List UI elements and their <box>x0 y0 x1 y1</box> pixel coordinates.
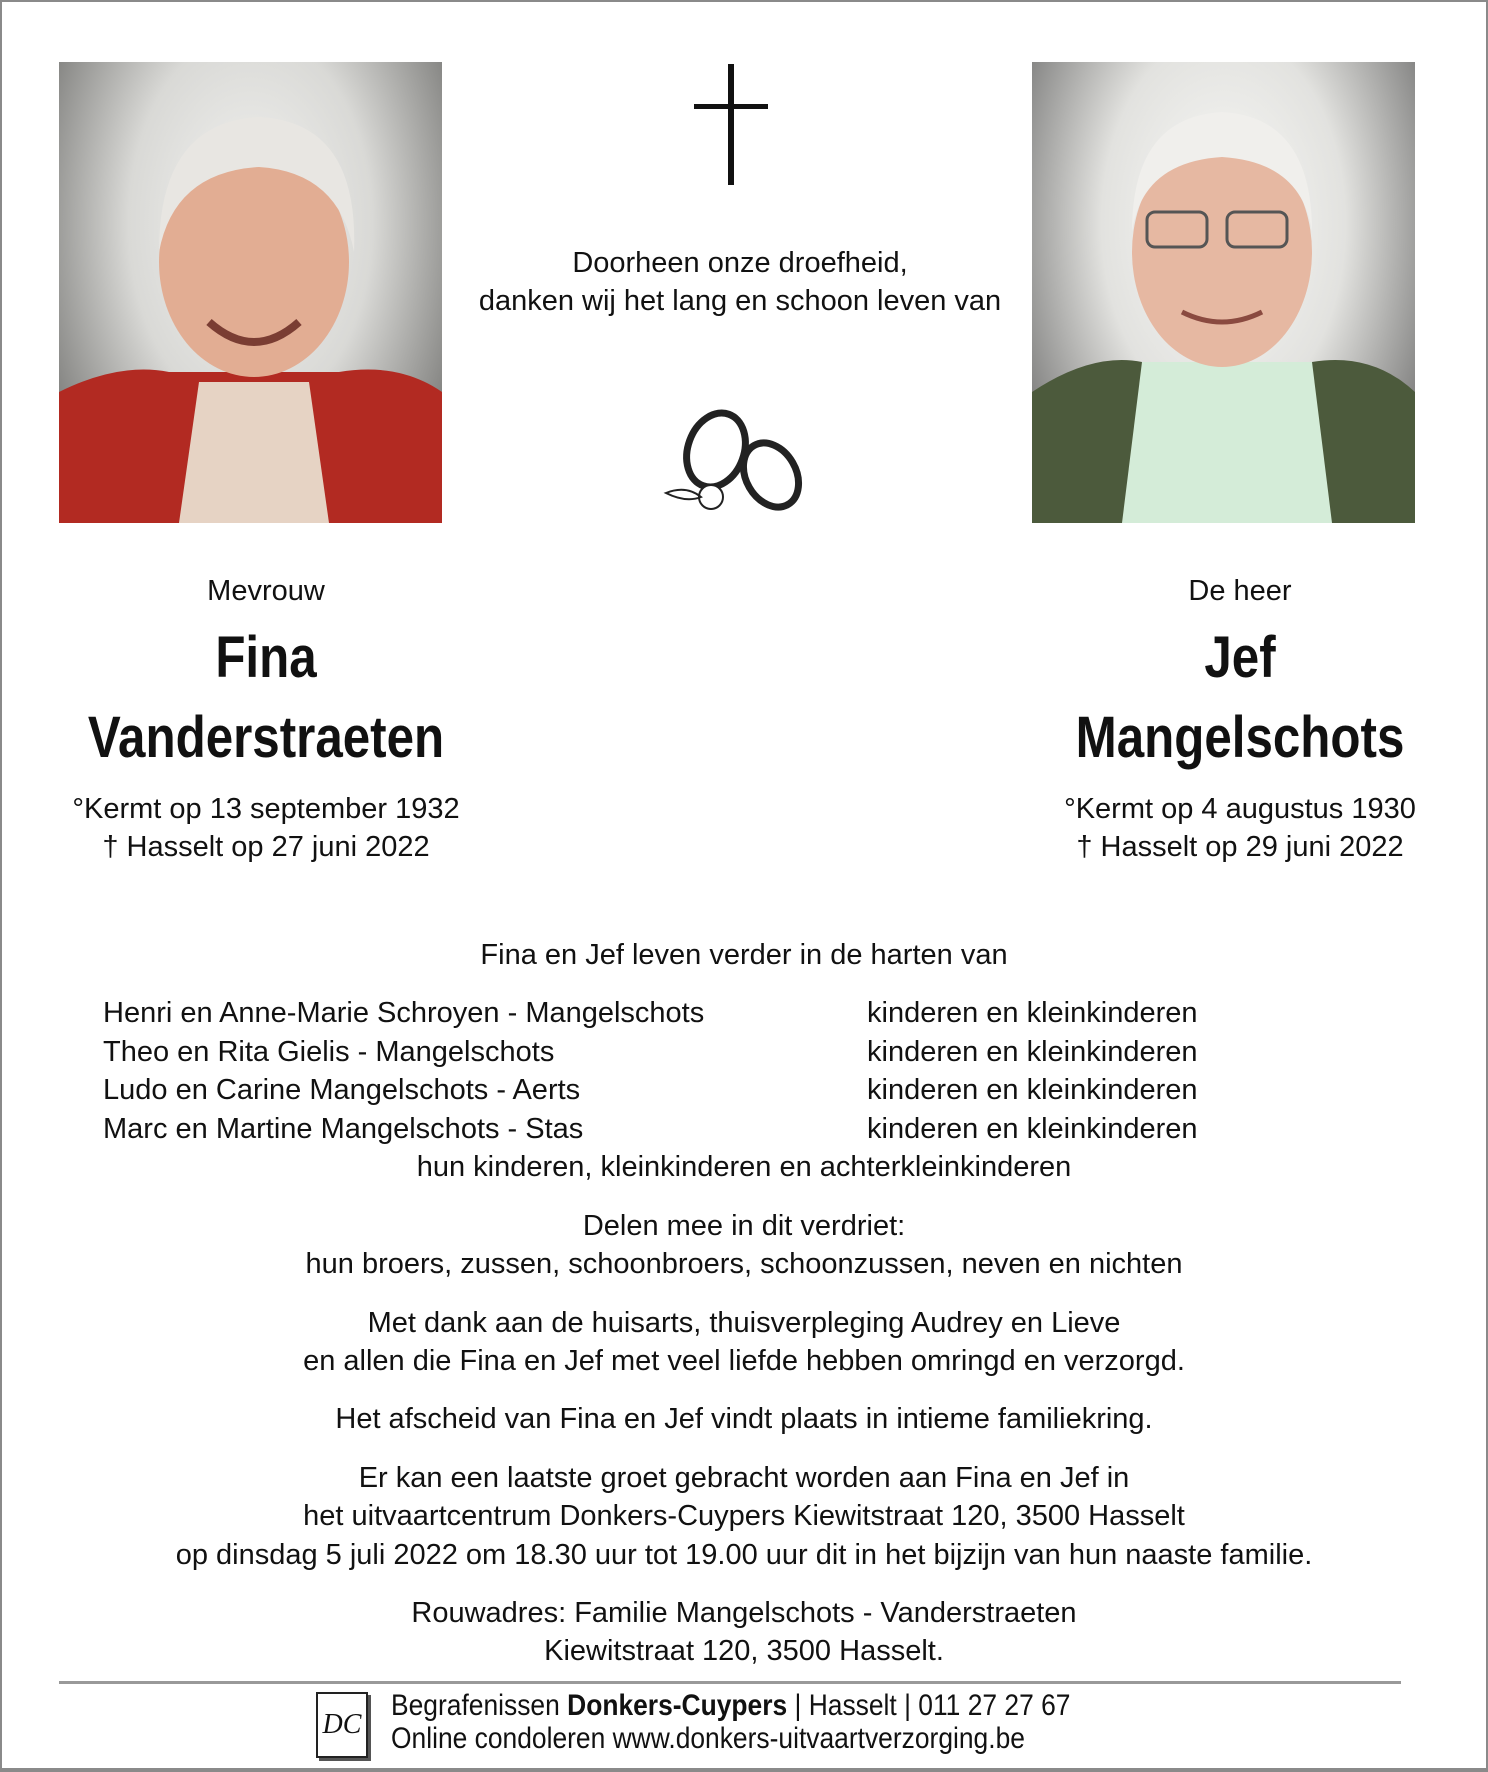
family-role: kinderen en kleinkinderen <box>867 997 1198 1030</box>
farewell-line: Het afscheid van Fina en Jef vindt plaats in intieme familiekring. <box>335 1403 1153 1436</box>
wedding-rings-icon <box>656 405 822 525</box>
family-role: kinderen en kleinkinderen <box>867 1035 1198 1068</box>
announcement-body <box>0 936 1488 1691</box>
family-role: kinderen en kleinkinderen <box>867 1074 1198 1107</box>
share-paragraph <box>0 1207 1488 1284</box>
family-names: Marc en Martine Mangelschots - Stas <box>103 1112 584 1145</box>
last-name: Vanderstraeten <box>87 705 445 770</box>
footer-line-2: Online condoleren www.donkers-uitvaartverzorging.be <box>391 1722 1025 1755</box>
greeting-line: Er kan een laatste groet gebracht worden aan Fina en Jef in <box>358 1461 1130 1494</box>
funeral-home-logo: DC <box>316 1692 368 1758</box>
death-info: † Hasselt op 29 juni 2022 <box>1076 831 1404 863</box>
thanks-line: en allen die Fina en Jef met veel liefde hebben omringd en verzorgd. <box>303 1345 1185 1378</box>
thanks-paragraph <box>0 1304 1488 1381</box>
greeting-line: het uitvaartcentrum Donkers-Cuypers Kiewitstraat 120, 3500 Hasselt <box>303 1500 1185 1533</box>
intro-text <box>400 244 1080 320</box>
address-line: Kiewitstraat 120, 3500 Hasselt. <box>544 1635 944 1668</box>
share-line: hun broers, zussen, schoonbroers, schoonzussen, neven en nichten <box>305 1248 1183 1281</box>
footer-company: Donkers-Cuypers <box>567 1689 788 1722</box>
title-de-heer: De heer <box>1188 575 1292 607</box>
birth-info: °Kermt op 13 september 1932 <box>72 793 460 825</box>
greeting-line: op dinsdag 5 juli 2022 om 18.30 uur tot 19.00 uur dit in het bijzijn van hun naaste familie. <box>175 1538 1313 1571</box>
hearts-line: Fina en Jef leven verder in de harten van <box>480 939 1008 971</box>
title-mevrouw: Mevrouw <box>207 575 325 607</box>
birth-info: °Kermt op 4 augustus 1930 <box>1064 793 1416 825</box>
family-list <box>0 994 1488 1148</box>
person-fina <box>30 572 502 866</box>
footer-prefix: Begrafenissen <box>391 1689 568 1722</box>
address-line: Rouwadres: Familie Mangelschots - Vanderstraeten <box>411 1597 1077 1630</box>
footer-line-1 <box>391 1689 1070 1722</box>
footer-divider <box>59 1681 1401 1684</box>
family-names: Theo en Rita Gielis - Mangelschots <box>103 1035 555 1068</box>
intro-line: danken wij het lang en schoon leven van <box>478 285 1002 317</box>
death-info: † Hasselt op 27 juni 2022 <box>102 831 430 863</box>
cross-icon <box>694 64 768 185</box>
address-paragraph <box>0 1594 1488 1671</box>
family-names: Henri en Anne-Marie Schroyen - Mangelschots <box>103 997 705 1030</box>
first-name: Fina <box>215 625 317 690</box>
family-names: Ludo en Carine Mangelschots - Aerts <box>103 1074 581 1107</box>
last-name: Mangelschots <box>1075 705 1405 770</box>
share-line: Delen mee in dit verdriet: <box>582 1209 906 1242</box>
greeting-paragraph <box>0 1459 1488 1574</box>
photo-jef <box>1032 62 1415 523</box>
intro-line: Doorheen onze droefheid, <box>572 247 908 279</box>
family-role: kinderen en kleinkinderen <box>867 1112 1198 1145</box>
footer-contact: | Hasselt | 011 27 27 67 <box>787 1689 1071 1722</box>
grandchildren-line: hun kinderen, kleinkinderen en achterkleinkinderen <box>416 1151 1072 1184</box>
first-name: Jef <box>1204 625 1276 690</box>
thanks-line: Met dank aan de huisarts, thuisverpleging Audrey en Lieve <box>367 1306 1121 1339</box>
person-jef <box>1000 572 1480 866</box>
photo-fina <box>59 62 442 523</box>
